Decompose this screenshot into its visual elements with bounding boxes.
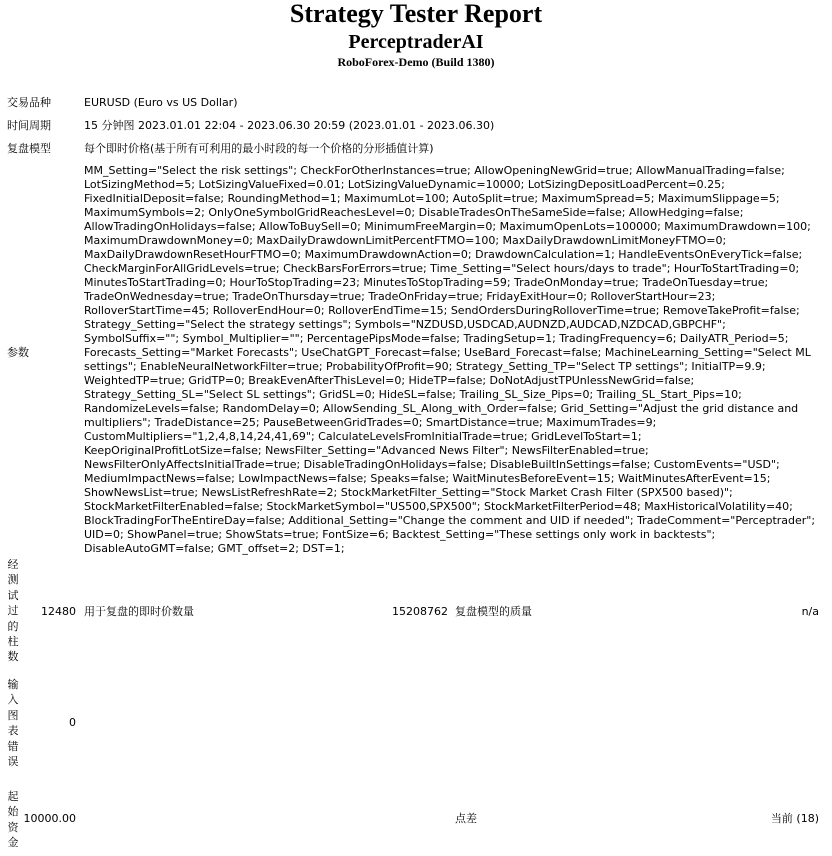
symbol-value: EURUSD (Euro vs US Dollar) xyxy=(84,96,238,109)
symbol-label: 交易品种 xyxy=(7,96,51,109)
model-label: 复盘模型 xyxy=(7,142,51,155)
spread-label: 点差 xyxy=(455,812,477,825)
ticks-modelled-value: 15208762 xyxy=(392,605,448,618)
spread-value: 当前 (18) xyxy=(770,812,819,825)
ticks-modelled-label: 用于复盘的即时价数量 xyxy=(84,605,194,618)
period-value: 15 分钟图 2023.01.01 22:04 - 2023.06.30 20:59 (2023.01.01 - 2023.06.30) xyxy=(84,119,495,132)
bars-tested-value: 12480 xyxy=(41,605,76,618)
params-label: 参数 xyxy=(7,346,29,359)
modelling-quality-value: n/a xyxy=(801,605,819,618)
modelling-quality-label: 复盘模型的质量 xyxy=(455,605,532,618)
model-value: 每个即时价格(基于所有可利用的最小时段的每一个价格的分形插值计算) xyxy=(84,142,434,155)
report-title: Strategy Tester Report xyxy=(289,0,543,28)
broker-build: RoboForex-Demo (Build 1380) xyxy=(337,55,495,69)
period-label: 时间周期 xyxy=(7,119,51,132)
bars-tested-label: 经测试过的柱数 xyxy=(7,558,19,664)
mismatched-errors-label: 输入图表错误 xyxy=(7,678,19,769)
initial-deposit-value: 10000.00 xyxy=(23,812,76,825)
product-name: PerceptraderAI xyxy=(348,31,484,53)
params-value: MM_Setting="Select the risk settings"; CheckForOtherInstances=true; AllowOpeningNewGrid=true; AllowManualTrading=false; LotSizingMethod=5; LotSizingValueFixed=0.01; LotSizingValueDynamic=10000; LotSizingDepositLoadPercent=0.25; FixedInitialDeposit=false; RoundingMethod=1; MaximumLot=100; AutoSplit=true; MaximumSpread=5; MaximumSlippage=5; MaximumSymbols=2; OnlyOneSymbolGridReachesLevel=0; DisableTradesOnTheSameSide=false; AllowHedging=false; AllowTradingOnHolidays=false; AllowToBuySell=0; MinimumFreeMargin=0; MaximumOpenLots=100000; MaximumDrawdown=100; MaximumDrawdownMoney=0; MaxDailyDrawdownLimitPercentFTMO=100; MaxDailyDrawdownLimitMoneyFTMO=0; MaxDailyDrawdownResetHourFTMO=0; MaximumDrawdownAction=0; DrawdownCalculation=1; HandleEventsOnEveryTick=false; CheckMarginForAllGridLevels=true; CheckBarsForErrors=true; Time_Setting="Select hours/days to trade"; HourToStartTrading=0; MinutesToStartTrading=0; HourToStopTrading=23; MinutesToStopTrading=59; TradeOnMonday=true; TradeOnTuesday=true; TradeOnWednesday=true; TradeOnThursday=true; TradeOnFriday=true; FridayExitHour=0; RolloverStartHour=23; RolloverStartTime=45; RolloverEndHour=0; RolloverEndTime=15; SendOrdersDuringRolloverTime=true; RemoveTakeProfit=false; Strategy_Setting="Select the strategy settings"; Symbols="NZDUSD,USDCAD,AUDNZD,AUDCAD,NZDCAD,GBPCHF"; SymbolSuffix=""; Symbol_Multiplier=""; PercentagePipsMode=false; TradingSetup=1; TradingFrequency=6; DailyATR_Period=5; Forecasts_Setting="Market Forecasts"; UseChatGPT_Forecast=false; UseBard_Forecast=false; MachineLearning_Setting="Select ML settings"; EnableNeuralNetworkFilter=true; ProbabilityOfProfit=90; Strategy_Setting_TP="Select TP settings"; InitialTP=9.9; WeightedTP=true; GridTP=0; BreakEvenAfterThisLevel=0; HideTP=false; DoNotAdjustTPUnlessNewGrid=false; Strategy_Setting_SL="Select SL settings"; GridSL=0; HideSL=false; Trailing_SL_Size_Pips=0; Trailing_SL_Start_Pips=10; RandomizeLevels=false; RandomDelay=0; AllowSending_SL_Along_with_Order=false; Grid_Setting="Adjust the grid distance and multipliers"; TradeDistance=25; PauseBetweenGridTrades=0; SmartDistance=true; MaximumTrades=9; CustomMultipliers="1,2,4,8,14,24,41,69"; CalculateLevelsFromInitialTrade=true; GridLevelToStart=1; KeepOriginalProfitLotSize=false; NewsFilter_Setting="Advanced News Filter"; NewsFilterEnabled=true; NewsFilterOnlyAffectsInitialTrade=true; DisableTradingOnHolidays=false; DisableBuiltInSettings=false; CustomEvents="USD"; MediumImpactNews=false; LowImpactNews=false; Speaks=false; WaitMinutesBeforeEvent=15; WaitMinutesAfterEvent=15; ShowNewsList=true; NewsListRefreshRate=2; StockMarketFilter_Setting="Stock Market Crash Filter (SPX500 based)"; StockMarketFilterEnabled=false; StockMarketSymbol="US500,SPX500"; StockMarketFilterPeriod=48; MaxHistoricalVolatility=40; BlockTradingForTheEntireDay=false; Additional_Setting="Change the comment and UID if needed"; TradeComment="Perceptrader"; UID=0; ShowPanel=true; ShowStats=true; FontSize=6; Backtest_Setting="These settings only work in backtests"; DisableAutoGMT=false; GMT_offset=2; DST=1; xyxy=(84,164,816,555)
mismatched-errors-value: 0 xyxy=(69,716,76,729)
initial-deposit-label: 起始资金 xyxy=(7,790,19,850)
